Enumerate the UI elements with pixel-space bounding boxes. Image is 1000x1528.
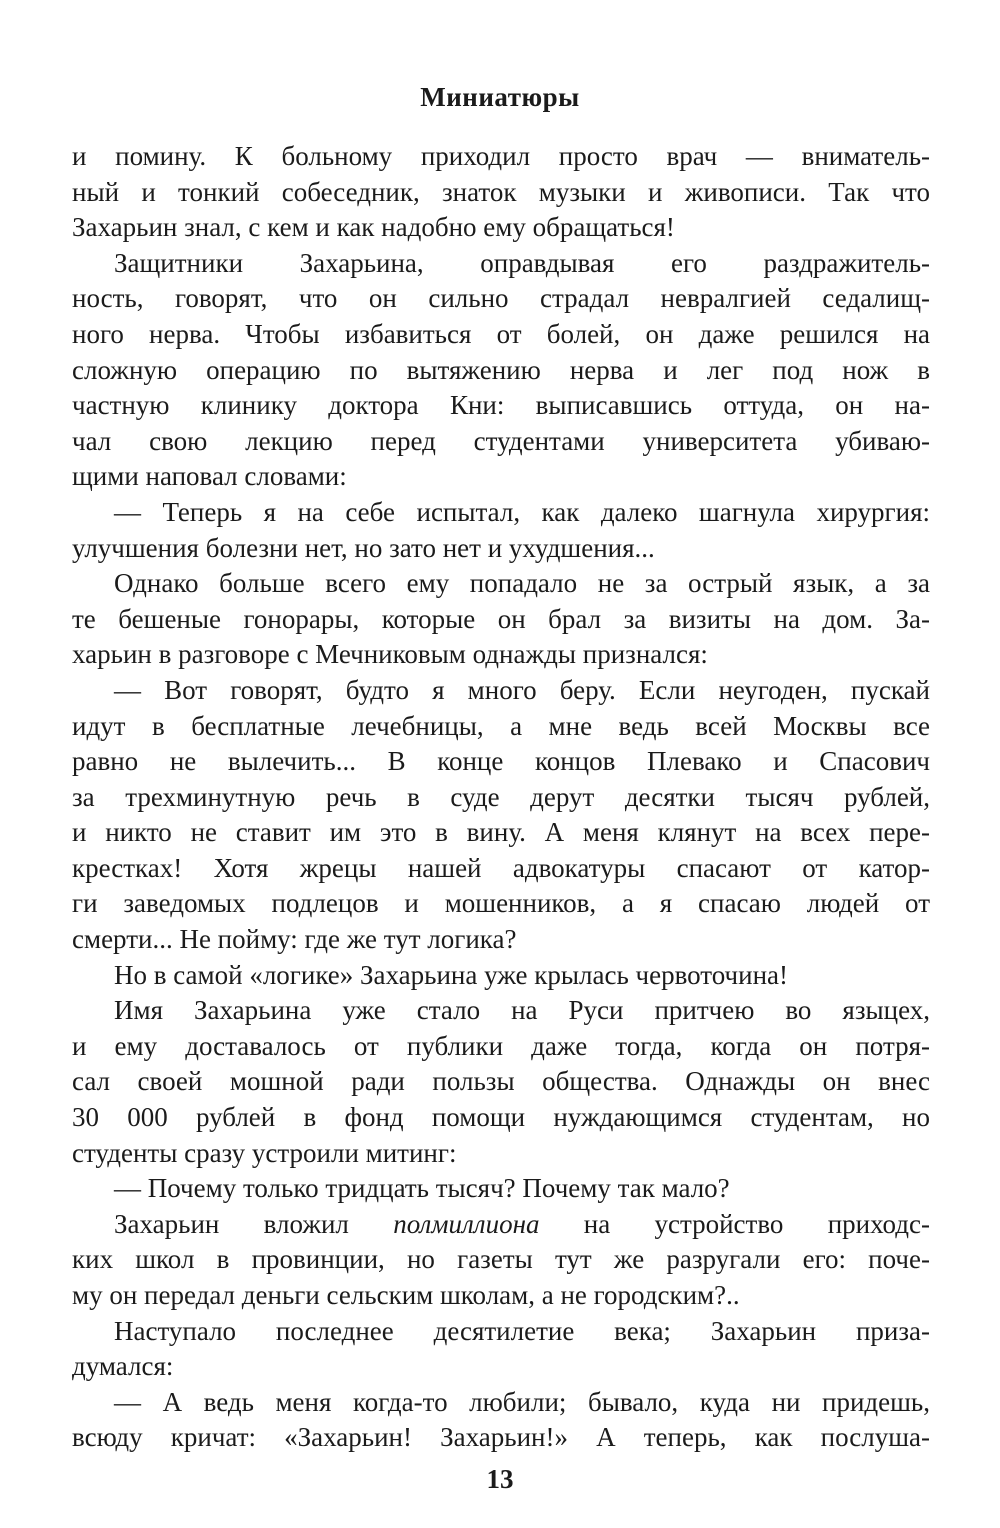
text-line: частную клинику доктора Кни: выписавшись оттуда, он на-: [72, 390, 930, 421]
text-line: смерти... Не пойму: где же тут логика?: [72, 924, 517, 955]
text-line: сал своей мошной ради пользы общества. Однажды он внес: [72, 1066, 930, 1097]
text-line: му он передал деньги сельским школам, а не городским?..: [72, 1280, 740, 1310]
text-line: думался:: [72, 1351, 174, 1382]
text-line: — Теперь я на себе испытал, как далеко шагнула хирургия:: [114, 496, 930, 527]
text-line: крестках! Хотя жрецы нашей адвокатуры спасают от катор-: [72, 852, 930, 883]
text-line: и ему доставалось от публики даже тогда, когда он потря-: [72, 1030, 930, 1061]
italic-text: полмиллиона: [393, 1208, 540, 1239]
text-line: Захарьин знал, с кем и как надобно ему обращаться!: [72, 212, 675, 243]
text-line: всюду кричат: «Захарьин! Захарьин!» А теперь, как послуша-: [72, 1422, 930, 1453]
text-body: [72, 139, 930, 1456]
text-line: Наступало последнее десятилетие века; Захарьин приза-: [114, 1315, 930, 1346]
text-line: сложную операцию по вытяжению нерва и лег под нож в: [72, 354, 930, 385]
text-line: и никто не ставит им это в вину. А меня клянут на всех пере-: [72, 817, 930, 848]
text-line: — Вот говорят, будто я много беру. Если неугоден, пускай: [114, 674, 930, 705]
text-line: Защитники Захарьина, оправдывая его раздражитель-: [114, 247, 930, 278]
text-line: щими наповал словами:: [72, 461, 347, 492]
text-line: улучшения болезни нет, но зато нет и ухудшения...: [72, 532, 655, 563]
text-line: ность, говорят, что он сильно страдал невралгией седалищ-: [72, 283, 930, 314]
text-line: Но в самой «логике» Захарьина уже крылась червоточина!: [114, 959, 788, 990]
text-line: и помину. К больному приходил просто врач — вниматель-: [72, 141, 930, 171]
text-line: ких школ в провинции, но газеты тут же разругали его: поче-: [72, 1244, 930, 1275]
text-line: 30 000 рублей в фонд помощи нуждающимся студентам, но: [72, 1102, 930, 1133]
text-line: ного нерва. Чтобы избавиться от болей, он даже решился на: [72, 318, 930, 349]
text-line: равно не вылечить... В конце концов Плевако и Спасович: [72, 746, 930, 777]
text-line: Имя Захарьина уже стало на Руси притчею во языцех,: [114, 995, 930, 1026]
text-line: харьин в разговоре с Мечниковым однажды признался:: [72, 639, 708, 670]
text-line: ги заведомых подлецов и мошенников, а я спасаю людей от: [72, 888, 930, 919]
text-line: — Почему только тридцать тысяч? Почему так мало?: [114, 1173, 730, 1204]
text-line: чал свою лекцию перед студентами университета убиваю-: [72, 425, 930, 456]
text-line: студенты сразу устроили митинг:: [72, 1137, 457, 1168]
page-header: Миниатюры: [420, 82, 580, 112]
text-line: за трехминутную речь в суде дерут десятки тысяч рублей,: [72, 781, 930, 812]
text-line: Однако больше всего ему попадало не за острый язык, а за: [114, 568, 930, 599]
text-line: идут в бесплатные лечебницы, а мне ведь всей Москвы все: [72, 710, 930, 741]
text-line: ный и тонкий собеседник, знаток музыки и живописи. Так что: [72, 176, 930, 207]
text-line: те бешеные гонорары, которые он брал за визиты на дом. За-: [72, 603, 930, 634]
page-number: 13: [486, 1464, 514, 1494]
text-line: — А ведь меня когда-то любили; бывало, куда ни придешь,: [114, 1386, 930, 1417]
text-line: Захарьин вложил полмиллиона на устройство приходс-: [114, 1208, 930, 1239]
